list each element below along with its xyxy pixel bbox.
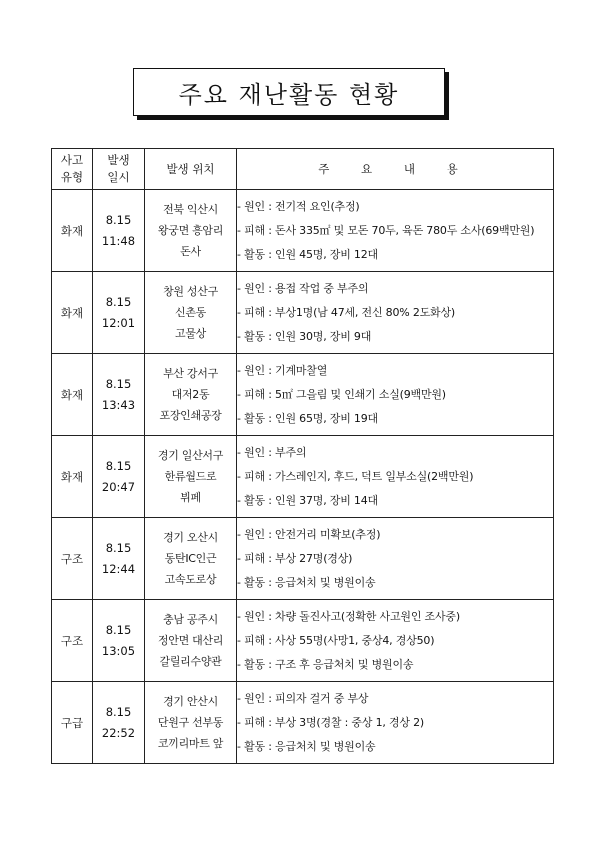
location-line: 정안면 대산리	[157, 634, 224, 647]
cause-line: - 원인 : 기계마찰열	[237, 363, 328, 377]
occurrence-date: 8.15	[105, 294, 132, 309]
occurrence-time-cell	[93, 354, 145, 436]
table-row	[52, 436, 554, 518]
occurrence-time-cell	[93, 436, 145, 518]
response-line: - 활동 : 인원 30명, 장비 9대	[237, 329, 372, 343]
location-line: 동탄IC인근	[164, 552, 217, 565]
location-cell	[145, 518, 237, 600]
location-cell	[145, 682, 237, 764]
cause-line: - 원인 : 부주의	[237, 445, 307, 459]
damage-line: - 피해 : 부상 3명(경찰 : 중상 1, 경상 2)	[237, 715, 425, 729]
details-cell	[237, 682, 554, 764]
details-cell	[237, 354, 554, 436]
incident-type-cell: 화재	[52, 272, 93, 354]
occurrence-clock: 12:44	[101, 561, 136, 576]
occurrence-date: 8.15	[105, 622, 132, 637]
location-line: 충남 공주시	[163, 613, 218, 626]
occurrence-date: 8.15	[105, 540, 132, 555]
occurrence-date: 8.15	[105, 704, 132, 719]
incident-type-cell: 화재	[52, 436, 93, 518]
location-cell	[145, 354, 237, 436]
location-line: 신촌동	[175, 306, 206, 319]
occurrence-date: 8.15	[105, 212, 132, 227]
incident-type-cell: 화재	[52, 190, 93, 272]
table-row	[52, 190, 554, 272]
location-cell	[145, 600, 237, 682]
details-cell	[237, 600, 554, 682]
location-line: 경기 안산시	[163, 695, 218, 708]
occurrence-clock: 13:05	[101, 643, 136, 658]
cause-line: - 원인 : 차량 돌진사고(정확한 사고원인 조사중)	[237, 609, 460, 623]
location-line: 뷔페	[180, 491, 201, 504]
location-cell	[145, 190, 237, 272]
occurrence-clock: 20:47	[101, 479, 136, 494]
table-row	[52, 600, 554, 682]
incident-type-cell: 구급	[52, 682, 93, 764]
table-row	[52, 682, 554, 764]
location-line: 고물상	[175, 327, 206, 340]
occurrence-clock: 22:52	[101, 725, 136, 740]
cause-line: - 원인 : 피의자 걸거 중 부상	[237, 691, 369, 705]
incident-type-cell: 화재	[52, 354, 93, 436]
disaster-activity-table	[51, 148, 554, 764]
location-line: 갈릴리수양관	[159, 655, 222, 668]
occurrence-clock: 12:01	[101, 315, 136, 330]
occurrence-date: 8.15	[105, 376, 132, 391]
occurrence-time-cell	[93, 600, 145, 682]
page-title: 주요 재난활동 현황	[133, 68, 445, 116]
occurrence-time-cell	[93, 272, 145, 354]
cause-line: - 원인 : 안전거리 미확보(추정)	[237, 527, 381, 541]
response-line: - 활동 : 응급처치 및 병원이송	[237, 575, 376, 589]
response-line: - 활동 : 인원 37명, 장비 14대	[237, 493, 378, 507]
table-row	[52, 354, 554, 436]
details-cell	[237, 272, 554, 354]
location-line: 단원구 선부동	[157, 716, 224, 729]
header-content: 주 요 내 용	[237, 149, 554, 190]
location-line: 고속도로상	[164, 573, 217, 586]
cause-line: - 원인 : 전기적 요인(추정)	[237, 199, 360, 213]
occurrence-date: 8.15	[105, 458, 132, 473]
details-cell	[237, 518, 554, 600]
damage-line: - 피해 : 부상 27명(경상)	[237, 551, 353, 565]
location-cell	[145, 436, 237, 518]
location-line: 전북 익산시	[163, 203, 218, 216]
location-line: 창원 성산구	[163, 285, 218, 298]
damage-line: - 피해 : 돈사 335㎡ 및 모돈 70두, 육돈 780두 소사(69백만원)	[237, 223, 535, 237]
location-line: 포장인쇄공장	[159, 409, 222, 422]
damage-line: - 피해 : 가스레인지, 후드, 덕트 일부소실(2백만원)	[237, 469, 474, 483]
damage-line: - 피해 : 사상 55명(사망1, 중상4, 경상50)	[237, 633, 435, 647]
location-line: 왕궁면 흥암리	[157, 224, 224, 237]
location-line: 대저2동	[171, 388, 210, 401]
table-row	[52, 272, 554, 354]
table-row	[52, 518, 554, 600]
incident-type-cell: 구조	[52, 518, 93, 600]
header-incident-type: 사고 유형	[52, 149, 93, 190]
response-line: - 활동 : 인원 65명, 장비 19대	[237, 411, 378, 425]
occurrence-time-cell	[93, 518, 145, 600]
response-line: - 활동 : 구조 후 응급처치 및 병원이송	[237, 657, 414, 671]
location-line: 코끼리마트 앞	[157, 737, 224, 750]
location-cell	[145, 272, 237, 354]
occurrence-clock: 11:48	[101, 233, 136, 248]
occurrence-time-cell	[93, 190, 145, 272]
incident-type-cell: 구조	[52, 600, 93, 682]
location-line: 돈사	[180, 245, 201, 258]
header-location: 발생 위치	[145, 149, 237, 190]
table-header-row	[52, 149, 554, 190]
location-line: 부산 강서구	[163, 367, 218, 380]
location-line: 경기 일산서구	[157, 449, 224, 462]
cause-line: - 원인 : 용접 작업 중 부주의	[237, 281, 369, 295]
response-line: - 활동 : 인원 45명, 장비 12대	[237, 247, 378, 261]
location-line: 한류월드로	[164, 470, 217, 483]
details-cell	[237, 436, 554, 518]
response-line: - 활동 : 응급처치 및 병원이송	[237, 739, 376, 753]
occurrence-clock: 13:43	[101, 397, 136, 412]
details-cell	[237, 190, 554, 272]
damage-line: - 피해 : 5㎡ 그을림 및 인쇄기 소실(9백만원)	[237, 387, 446, 401]
damage-line: - 피해 : 부상1명(남 47세, 전신 80% 2도화상)	[237, 305, 455, 319]
location-line: 경기 오산시	[163, 531, 218, 544]
occurrence-time-cell	[93, 682, 145, 764]
header-occurrence-time: 발생 일시	[93, 149, 145, 190]
